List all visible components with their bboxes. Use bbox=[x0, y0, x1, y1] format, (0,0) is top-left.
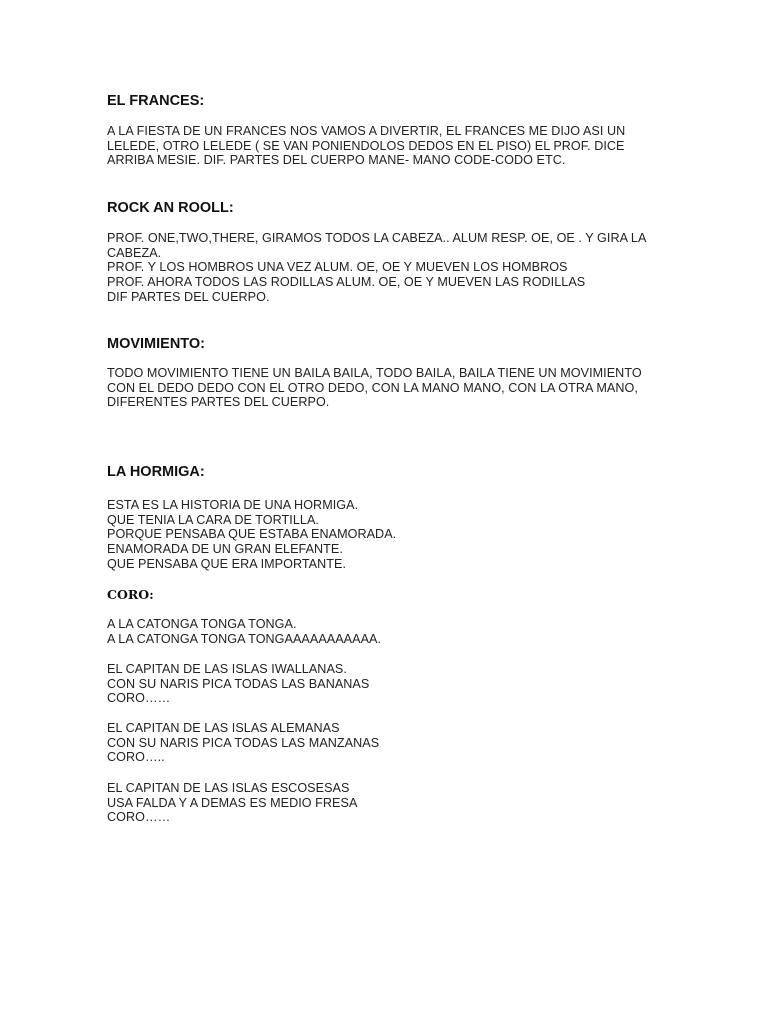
text-line: QUE PENSABA QUE ERA IMPORTANTE. bbox=[107, 556, 347, 571]
text-line: ARRIBA MESIE. DIF. PARTES DEL CUERPO MANE- MANO CODE-CODO ETC. bbox=[107, 153, 566, 168]
text-line: EL CAPITAN DE LAS ISLAS ESCOSESAS bbox=[107, 781, 350, 795]
coro-chorus bbox=[107, 617, 381, 646]
section-heading-movimiento: MOVIMIENTO: bbox=[107, 336, 206, 352]
text-line: CORO…… bbox=[107, 810, 171, 825]
section-body-la-hormiga bbox=[107, 498, 396, 572]
section-body-rock-an-rooll bbox=[107, 231, 646, 305]
text-line: CORO…… bbox=[107, 691, 171, 706]
section-heading-el-frances: EL FRANCES: bbox=[107, 93, 205, 109]
text-line: ENAMORADA DE UN GRAN ELEFANTE. bbox=[107, 542, 343, 557]
verse-1 bbox=[107, 662, 369, 706]
text-line: TODO MOVIMIENTO TIENE UN BAILA BAILA, TODO BAILA, BAILA TIENE UN MOVIMIENTO bbox=[107, 366, 642, 380]
text-line: PORQUE PENSABA QUE ESTABA ENAMORADA. bbox=[107, 527, 397, 542]
section-heading-la-hormiga: LA HORMIGA: bbox=[107, 464, 205, 480]
text-line: A LA CATONGA TONGA TONGAAAAAAAAAAA. bbox=[107, 631, 382, 646]
section-body-movimiento bbox=[107, 366, 642, 410]
section-body-el-frances bbox=[107, 124, 625, 168]
text-line: PROF. Y LOS HOMBROS UNA VEZ ALUM. OE, OE Y MUEVEN LOS HOMBROS bbox=[107, 260, 568, 275]
verse-3 bbox=[107, 781, 357, 825]
text-line: EL CAPITAN DE LAS ISLAS IWALLANAS. bbox=[107, 662, 347, 676]
text-line: CABEZA. bbox=[107, 245, 162, 260]
text-line: PROF. ONE,TWO,THERE, GIRAMOS TODOS LA CABEZA.. ALUM RESP. OE, OE . Y GIRA LA bbox=[107, 231, 647, 245]
text-line: DIFERENTES PARTES DEL CUERPO. bbox=[107, 395, 330, 410]
verse-2 bbox=[107, 721, 379, 765]
text-line: CON SU NARIS PICA TODAS LAS MANZANAS bbox=[107, 735, 380, 750]
coro-label: CORO: bbox=[107, 587, 154, 602]
text-line: A LA FIESTA DE UN FRANCES NOS VAMOS A DIVERTIR, EL FRANCES ME DIJO ASI UN bbox=[107, 124, 626, 138]
section-heading-rock-an-rooll: ROCK AN ROOLL: bbox=[107, 200, 234, 216]
text-line: LELEDE, OTRO LELEDE ( SE VAN PONIENDOLOS DEDOS EN EL PISO) EL PROF. DICE bbox=[107, 138, 625, 153]
text-line: DIF PARTES DEL CUERPO. bbox=[107, 289, 270, 304]
text-line: QUE TENIA LA CARA DE TORTILLA. bbox=[107, 512, 319, 527]
text-line: USA FALDA Y A DEMAS ES MEDIO FRESA bbox=[107, 795, 358, 810]
text-line: A LA CATONGA TONGA TONGA. bbox=[107, 617, 297, 631]
text-line: CON EL DEDO DEDO CON EL OTRO DEDO, CON LA MANO MANO, CON LA OTRA MANO, bbox=[107, 380, 638, 395]
text-line: PROF. AHORA TODOS LAS RODILLAS ALUM. OE, OE Y MUEVEN LAS RODILLAS bbox=[107, 275, 586, 290]
text-line: CON SU NARIS PICA TODAS LAS BANANAS bbox=[107, 676, 370, 691]
text-line: EL CAPITAN DE LAS ISLAS ALEMANAS bbox=[107, 721, 340, 735]
text-line: ESTA ES LA HISTORIA DE UNA HORMIGA. bbox=[107, 498, 359, 512]
text-line: CORO….. bbox=[107, 750, 165, 765]
